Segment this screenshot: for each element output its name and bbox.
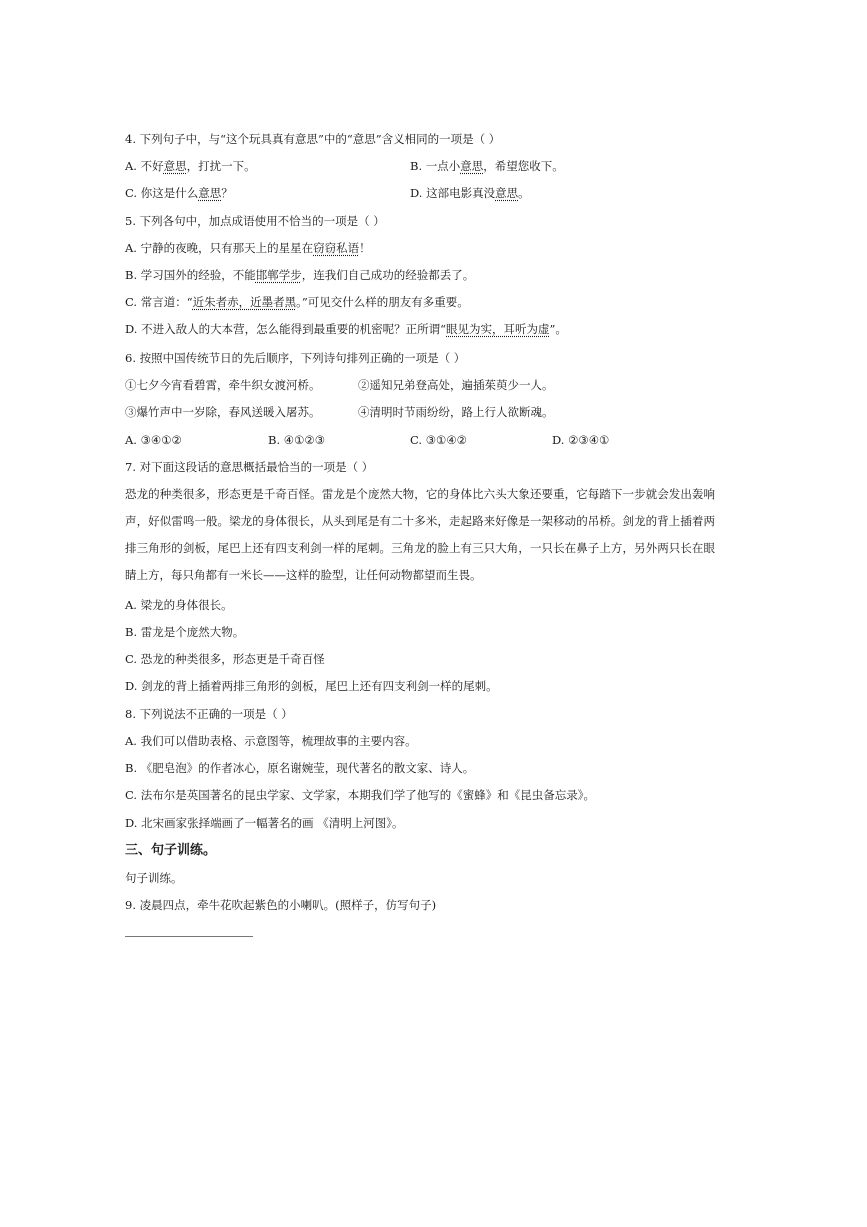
q8-option-a: A. 我们可以借助表格、示意图等，梳理故事的主要内容。 <box>125 734 417 748</box>
q7-passage: 恐龙的种类很多，形态更是千奇百怪。雷龙是个庞然大物，它的身体比六头大象还要重，它每踏下一步就会发出轰响声，好似雷鸣一般。梁龙的身体很长，从头到尾是有二十多米，走起路来好像是一架移动的吊桥。剑龙的背上插着两排三角形的剑板，尾巴上还有四支利剑一样的尾刺。三角龙的脸上有三只大角，一只长在鼻子上方，另外两只长在眼睛上方，每只角都有一米长——这样的脸型，让任何动物都望而生畏。 <box>125 487 715 582</box>
q6-poem-2: ②遥知兄弟登高处，遍插茱萸少一人。 <box>358 378 554 392</box>
q5-stem: 5. 下列各句中，加点成语使用不恰当的一项是（ ） <box>125 214 385 228</box>
answer-blank-line[interactable] <box>125 936 253 937</box>
section-3-heading: 三、句子训练。 <box>125 843 217 858</box>
q4-option-c: C. 你这是什么意思？ <box>125 186 233 200</box>
q8-option-c: C. 法布尔是英国著名的昆虫学家、文学家，本期我们学了他写的《蜜蜂》和《昆虫备忘录》。 <box>125 788 595 802</box>
q6-option-b: B. ④①②③ <box>268 433 326 447</box>
q6-option-d: D. ②③④① <box>552 433 610 447</box>
q7-option-b: B. 雷龙是个庞然大物。 <box>125 625 245 639</box>
q8-stem: 8. 下列说法不正确的一项是（ ） <box>125 707 293 721</box>
q6-option-c: C. ③①④② <box>410 433 467 447</box>
q6-poem-1: ①七夕今宵看碧霄，牵牛织女渡河桥。 <box>125 378 321 392</box>
q4-option-d: D. 这部电影真没意思。 <box>410 186 530 200</box>
q7-option-d: D. 剑龙的背上插着两排三角形的剑板，尾巴上还有四支利剑一样的尾刺。 <box>125 679 498 693</box>
q8-option-b: B. 《肥皂泡》的作者冰心，原名谢婉莹，现代著名的散文家、诗人。 <box>125 761 475 775</box>
q4-stem: 4. 下列句子中，与“这个玩具真有意思”中的“意思”含义相同的一项是（ ） <box>125 132 501 146</box>
q7-option-a: A. 梁龙的身体很长。 <box>125 598 233 612</box>
q5-option-a: A. 宁静的夜晚，只有那天上的星星在窃窃私语！ <box>125 241 371 255</box>
q4-option-b: B. 一点小意思，希望您收下。 <box>410 159 564 173</box>
q5-option-d: D. 不进入敌人的大本营，怎么能得到最重要的机密呢？正所谓“眼见为实，耳听为虚”。 <box>125 322 567 336</box>
q6-option-a: A. ③④①② <box>125 433 182 447</box>
q4-option-a: A. 不好意思，打扰一下。 <box>125 159 256 173</box>
q5-option-b: B. 学习国外的经验，不能邯郸学步，连我们自己成功的经验都丢了。 <box>125 268 475 282</box>
q9-stem: 9. 凌晨四点，牵牛花吹起紫色的小喇叭。(照样子，仿写句子) <box>125 898 437 912</box>
q5-option-c: C. 常言道：“近朱者赤，近墨者黑。”可见交什么样的朋友有多重要。 <box>125 295 469 309</box>
q8-option-d: D. 北宋画家张择端画了一幅著名的画 《清明上河图》。 <box>125 816 404 830</box>
q6-poem-3: ③爆竹声中一岁除，春风送暖入屠苏。 <box>125 405 321 419</box>
q6-stem: 6. 按照中国传统节日的先后顺序，下列诗句排列正确的一项是（ ） <box>125 351 466 365</box>
q7-option-c: C. 恐龙的种类很多，形态更是千奇百怪 <box>125 652 325 666</box>
section-3-subtitle: 句子训练。 <box>125 871 183 885</box>
q7-stem: 7. 对下面这段话的意思概括最恰当的一项是（ ） <box>125 460 374 474</box>
q6-poem-4: ④清明时节雨纷纷，路上行人欲断魂。 <box>358 405 554 419</box>
